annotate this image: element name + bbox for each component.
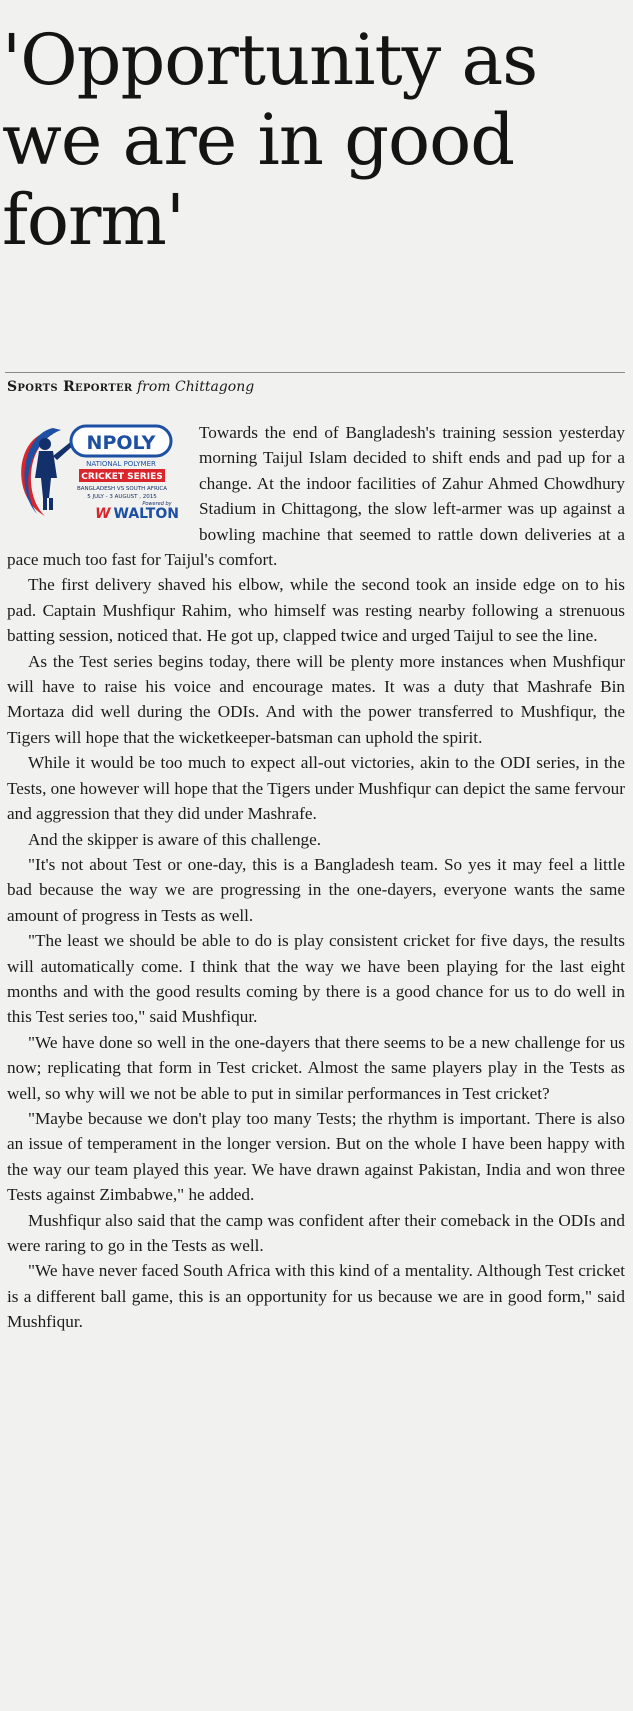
logo-line4: 5 JULY - 3 AUGUST , 2015 [87,494,157,500]
paragraph: While it would be too much to expect all-out victories, akin to the ODI series, in the Tests, one however will hope that the Tigers under Mushfiqur can depict the same fervour and aggression that they did under Mashrafe. [7,753,625,824]
paragraph: Towards the end of Bangladesh's training session yesterday morning Taijul Islam decided to shift ends and pad up for a change. At the indoor facilities of Zahur Ahmed Chowdhury Stadium in Chittagong, the slow left-armer was up against a bowling machine that seemed to rattle down deliveries at a pace much too fast for Taijul's comfort. [7,423,625,570]
paragraph: "The least we should be able to do is play consistent cricket for five days, the results will automatically come. I think that the way we have been playing for the last eight months and with the good results coming by there is a good chance for us to do well in this Test series too," said Mushfiqur. [7,931,625,1027]
paragraph: "We have never faced South Africa with this kind of a mentality. Although Test cricket is a different ball game, this is an opportunity for us because we are in good form," said Mushfiqur. [7,1261,625,1332]
paragraph: "We have done so well in the one-dayers that there seems to be a new challenge for us now; replicating that form in Test cricket. Almost the same players play in the Tests as well, so why will we not be able to put in similar performances in Test cricket? [7,1032,625,1103]
article-body [7,420,625,1335]
paragraph: The first delivery shaved his elbow, while the second took an inside edge on to his pad. Captain Mushfiqur Rahim, who himself was resting nearby following a strenuous batting session, noticed that. He got up, clapped twice and urged Taijul to see the line. [7,575,625,646]
logo-sponsor-name: WALTON [113,506,179,522]
logo-brand: NPOLY [86,432,156,454]
byline [7,377,254,397]
byline-location: from Chittagong [136,379,255,395]
byline-reporter: Sports Reporter [7,379,133,395]
logo-line2: CRICKET SERIES [81,472,163,482]
paragraph: "Maybe because we don't play too many Tests; the rhythm is important. There is also an issue of temperament in the longer version. But on the whole I have been happy with the way our team played this year. We have drawn against Pakistan, India and won three Tests against Zimbabwe," he added. [7,1108,625,1205]
paragraph: And the skipper is aware of this challenge. [28,829,322,849]
logo-powered: Powered by [142,501,172,507]
logo-sponsor: W WALTON [95,506,179,522]
paragraph: "It's not about Test or one-day, this is a Bangladesh team. So yes it may feel a little bad because the way we are progressing in the one-dayers, everyone wants the same amount of progress in Tests as well. [7,854,625,925]
headline: 'Opportunity as we are in good form' [2,19,538,261]
series-logo-graphic [7,420,193,524]
logo-line3: BANGLADESH VS SOUTH AFRICA [76,486,168,492]
batsman-icon [35,438,76,510]
series-logo [7,420,193,524]
logo-line1: NATIONAL POLYMER [86,460,156,468]
paragraph: As the Test series begins today, there will be plenty more instances when Mushfiqur will have to raise his voice and encourage mates. It was a duty that Mashrafe Bin Mortaza did well during the ODIs. And with the power transferred to Mushfiqur, the Tigers will hope that the wicketkeeper-batsman can uphold the spirit. [7,651,625,747]
divider [5,372,625,373]
paragraph: Mushfiqur also said that the camp was confident after their comeback in the ODIs and were raring to go in the Tests as well. [7,1210,625,1255]
